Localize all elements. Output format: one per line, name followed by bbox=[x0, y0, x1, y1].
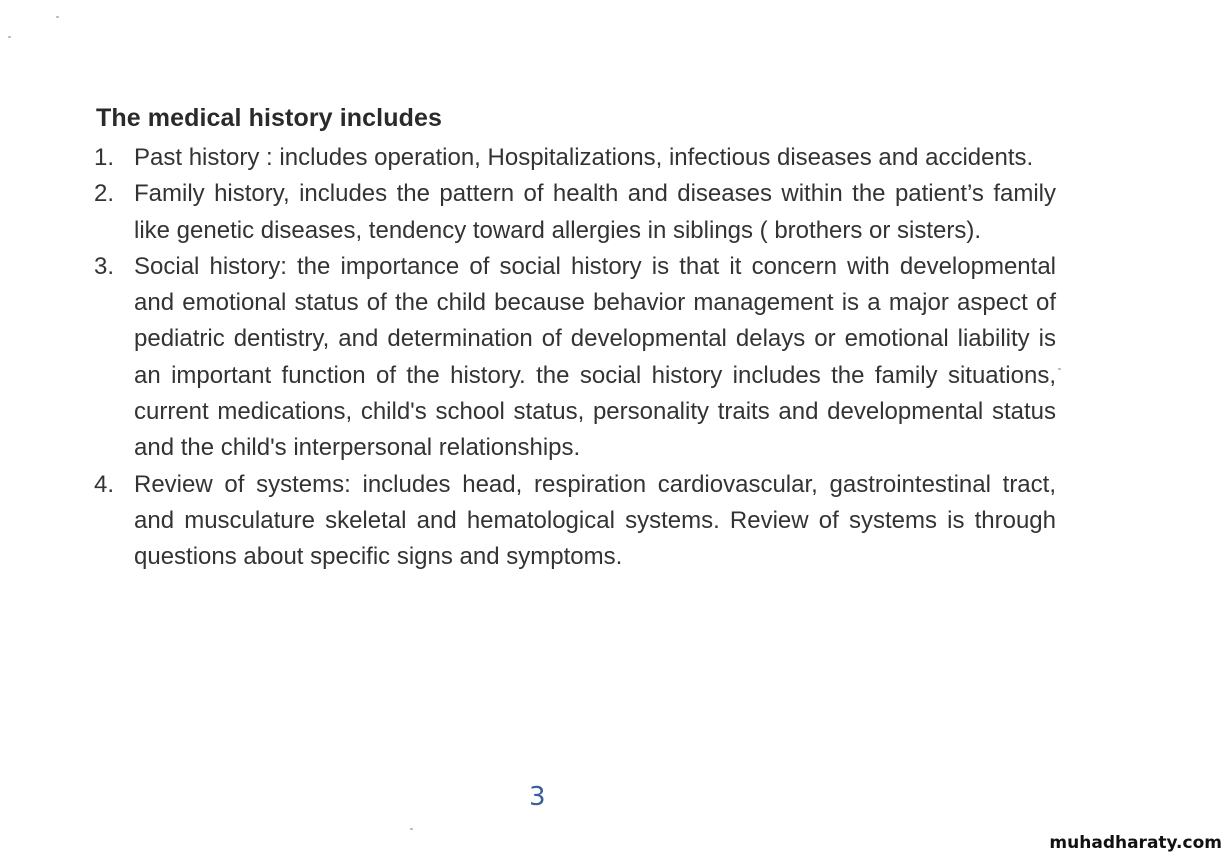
list-item bbox=[94, 140, 1056, 176]
page-number: 3 bbox=[529, 782, 546, 812]
item-number: 4. bbox=[94, 470, 115, 498]
item-text: Past history : includes operation, Hospitalizations, infectious diseases and accidents. bbox=[134, 144, 1034, 171]
section-heading: The medical history includes bbox=[96, 104, 442, 132]
item-text: Family history, includes the pattern of health and diseases within the patient’s family like genetic diseases, tendency toward allergies in siblings ( brothers or sisters). bbox=[134, 180, 1056, 244]
list-item bbox=[94, 249, 1056, 467]
item-number: 2. bbox=[94, 180, 115, 208]
list-item bbox=[94, 176, 1056, 249]
item-text: Review of systems: includes head, respiration cardiovascular, gastrointestinal tract, and musculature skeletal and hematological systems. Review of systems is through questions about specific signs and symptoms. bbox=[134, 470, 1056, 571]
item-number: 1. bbox=[94, 144, 115, 171]
history-list bbox=[94, 140, 1056, 576]
item-text: Social history: the importance of social history is that it concern with developmental and emotional status of the child because behavior management is a major aspect of pediatric dentistry, and determination of developmental delays or emotional liability is an important function of the history. the social history includes the family situations, current medications, child's school status, personality traits and developmental status and the child's interpersonal relationships. bbox=[134, 252, 1056, 462]
scan-speck bbox=[410, 828, 413, 830]
scan-speck bbox=[1058, 368, 1061, 370]
scan-speck bbox=[8, 36, 11, 38]
list-item bbox=[94, 467, 1056, 576]
site-watermark: muhadharaty.com bbox=[1049, 833, 1222, 853]
item-number: 3. bbox=[94, 252, 115, 280]
scan-speck bbox=[56, 16, 59, 18]
